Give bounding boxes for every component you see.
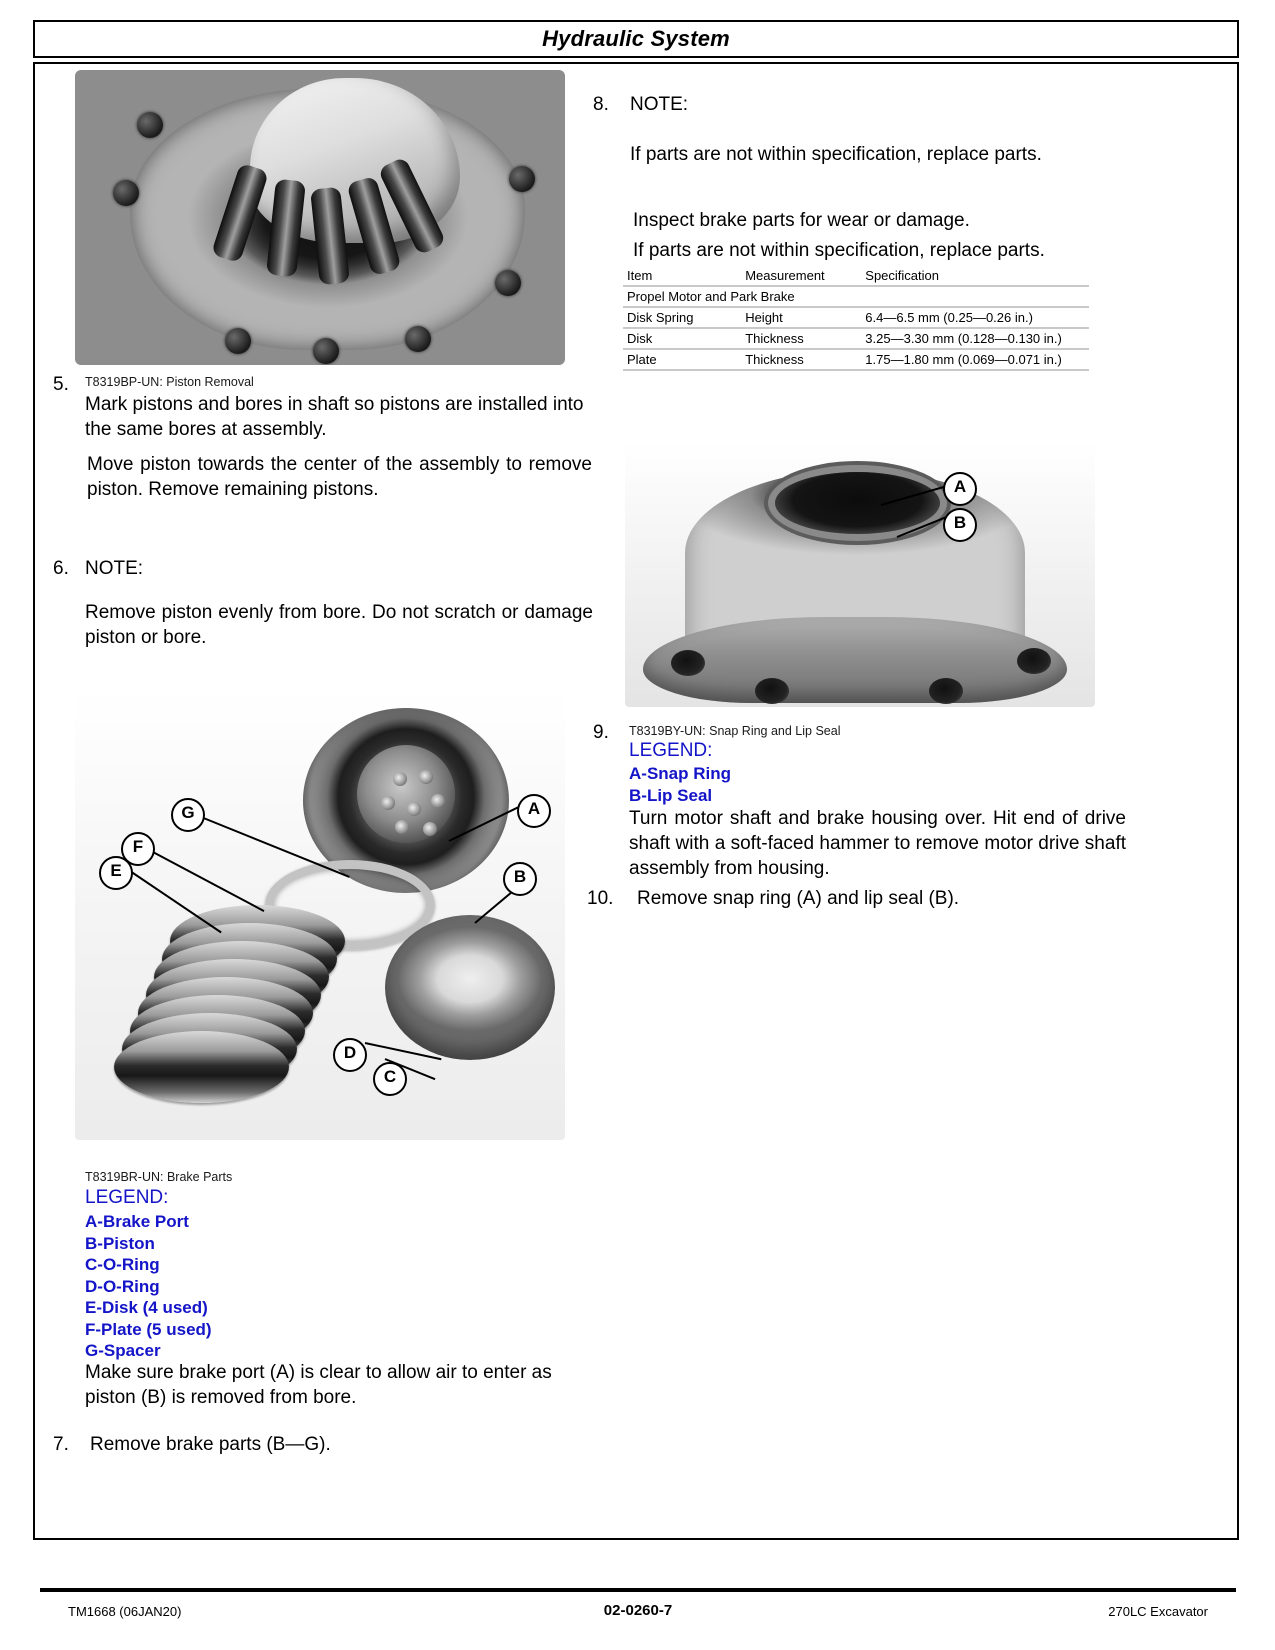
- step-6-number: 6.: [53, 558, 69, 579]
- disk-plate-stack: [130, 905, 350, 1085]
- housing-flange: [643, 617, 1067, 703]
- bolt-hole: [225, 328, 251, 354]
- cell-specification: 3.25—3.30 mm (0.128—0.130 in.): [861, 328, 1089, 349]
- table-header-measurement: Measurement: [745, 268, 825, 283]
- callout-d: D: [333, 1038, 367, 1072]
- step-8-number: 8.: [593, 94, 609, 115]
- port-hole: [407, 802, 421, 816]
- step-7-text: Remove brake parts (B—G).: [90, 1434, 331, 1455]
- callout-leader: [151, 850, 265, 912]
- legend-item-f: F-Plate (5 used): [85, 1319, 212, 1339]
- cell-measurement: Thickness: [741, 328, 861, 349]
- table-row: [623, 307, 1089, 328]
- footer-model: 270LC Excavator: [1108, 1604, 1208, 1619]
- figure-snap-ring-caption: T8319BY-UN: Snap Ring and Lip Seal: [629, 724, 841, 738]
- bolt-hole: [405, 326, 431, 352]
- step-8-paragraph-2: Inspect brake parts for wear or damage.: [633, 210, 970, 231]
- figure-piston-removal: [75, 70, 565, 365]
- bolt-hole: [137, 112, 163, 138]
- step-10-number: 10.: [587, 888, 614, 909]
- bolt-hole: [113, 180, 139, 206]
- table-row: [623, 349, 1089, 370]
- legend-item-a: A-Snap Ring: [629, 764, 731, 783]
- step-8-paragraph-1: If parts are not within specification, replace parts.: [630, 144, 1042, 165]
- callout-f: F: [121, 832, 155, 866]
- legend-snap-ring-list: [629, 763, 731, 806]
- plate-part: [114, 1031, 289, 1103]
- cell-item: Disk: [623, 328, 741, 349]
- legend-item-a: A-Brake Port: [85, 1212, 189, 1231]
- step-9-text: Turn motor shaft and brake housing over. Hit end of drive shaft with a soft-faced hammer to remove motor drive shaft assembly from housing.: [629, 808, 1126, 879]
- figure-piston-removal-caption: T8319BP-UN: Piston Removal: [85, 375, 254, 389]
- bolt-hole: [671, 650, 705, 676]
- legend-item-b: B-Piston: [85, 1233, 155, 1253]
- table-row: [623, 328, 1089, 349]
- cell-measurement: Thickness: [741, 349, 861, 370]
- port-hole: [381, 796, 395, 810]
- step-9-number: 9.: [593, 722, 609, 743]
- bolt-hole: [313, 338, 339, 364]
- table-header-specification: Specification: [865, 268, 939, 283]
- step-7-number: 7.: [53, 1434, 69, 1455]
- callout-b: B: [943, 508, 977, 542]
- bolt-hole: [509, 166, 535, 192]
- port-hole: [393, 772, 407, 786]
- cell-item: Plate: [623, 349, 741, 370]
- figure-snap-ring-lip-seal: [625, 442, 1095, 707]
- legend-item-g: G-Spacer: [85, 1341, 161, 1360]
- step-5-paragraph-1: Mark pistons and bores in shaft so pistons are installed into the same bores at assembly.: [85, 394, 584, 440]
- table-header-item: Item: [627, 268, 653, 283]
- port-hole: [395, 820, 409, 834]
- bolt-hole: [1017, 648, 1051, 674]
- footer-page-number: 02-0260-7: [603, 1602, 673, 1619]
- callout-a: A: [943, 472, 977, 506]
- step-10-text: Remove snap ring (A) and lip seal (B).: [637, 888, 960, 909]
- port-hole: [423, 822, 437, 836]
- cell-specification: 6.4—6.5 mm (0.25—0.26 in.): [861, 307, 1089, 328]
- footer-manual-id: TM1668 (06JAN20): [68, 1604, 182, 1619]
- step-5-paragraph-2: Move piston towards the center of the assembly to remove piston. Remove remaining pistons.: [87, 454, 592, 500]
- table-group-label: Propel Motor and Park Brake: [623, 286, 1089, 307]
- bolt-hole: [495, 270, 521, 296]
- legend-item-e: E-Disk (4 used): [85, 1298, 208, 1317]
- cell-item: Disk Spring: [623, 307, 741, 328]
- cell-measurement: Height: [741, 307, 861, 328]
- table-header-row: [623, 266, 1089, 286]
- piston-seal-ring: [385, 915, 555, 1060]
- bolt-hole: [929, 678, 963, 704]
- footer-rule: [40, 1588, 1236, 1592]
- legend-brake-parts-list: [85, 1211, 212, 1362]
- cell-specification: 1.75—1.80 mm (0.069—0.071 in.): [861, 349, 1089, 370]
- page-footer: [40, 1602, 1236, 1626]
- step-8-note-label: NOTE:: [630, 94, 689, 115]
- page-header: [33, 20, 1239, 58]
- bolt-hole: [755, 678, 789, 704]
- legend-item-b: B-Lip Seal: [629, 785, 713, 805]
- step-6-paragraph-1: Remove piston evenly from bore. Do not scratch or damage piston or bore.: [85, 602, 593, 648]
- legend-item-d: D-O-Ring: [85, 1276, 160, 1296]
- specification-table: [623, 266, 1089, 371]
- callout-g: G: [171, 798, 205, 832]
- shaft-bore: [775, 472, 940, 534]
- legend-brake-parts-title: LEGEND:: [85, 1187, 169, 1208]
- callout-e: E: [99, 856, 133, 890]
- port-hole: [431, 794, 445, 808]
- callout-b: B: [503, 862, 537, 896]
- figure-brake-parts: [75, 690, 565, 1140]
- legend-item-c: C-O-Ring: [85, 1255, 160, 1274]
- legend-brake-parts-body: Make sure brake port (A) is clear to allow air to enter as piston (B) is removed from bore.: [85, 1362, 552, 1408]
- callout-a: A: [517, 794, 551, 828]
- callout-c: C: [373, 1062, 407, 1096]
- legend-snap-ring-title: LEGEND:: [629, 740, 713, 761]
- page-title: Hydraulic System: [542, 26, 730, 51]
- step-8-paragraph-3: If parts are not within specification, replace parts.: [633, 240, 1045, 261]
- step-5-number: 5.: [53, 374, 69, 395]
- figure-brake-parts-caption: T8319BR-UN: Brake Parts: [85, 1170, 233, 1184]
- port-hole: [419, 770, 433, 784]
- step-6-note-label: NOTE:: [85, 558, 144, 579]
- table-group-row: [623, 286, 1089, 307]
